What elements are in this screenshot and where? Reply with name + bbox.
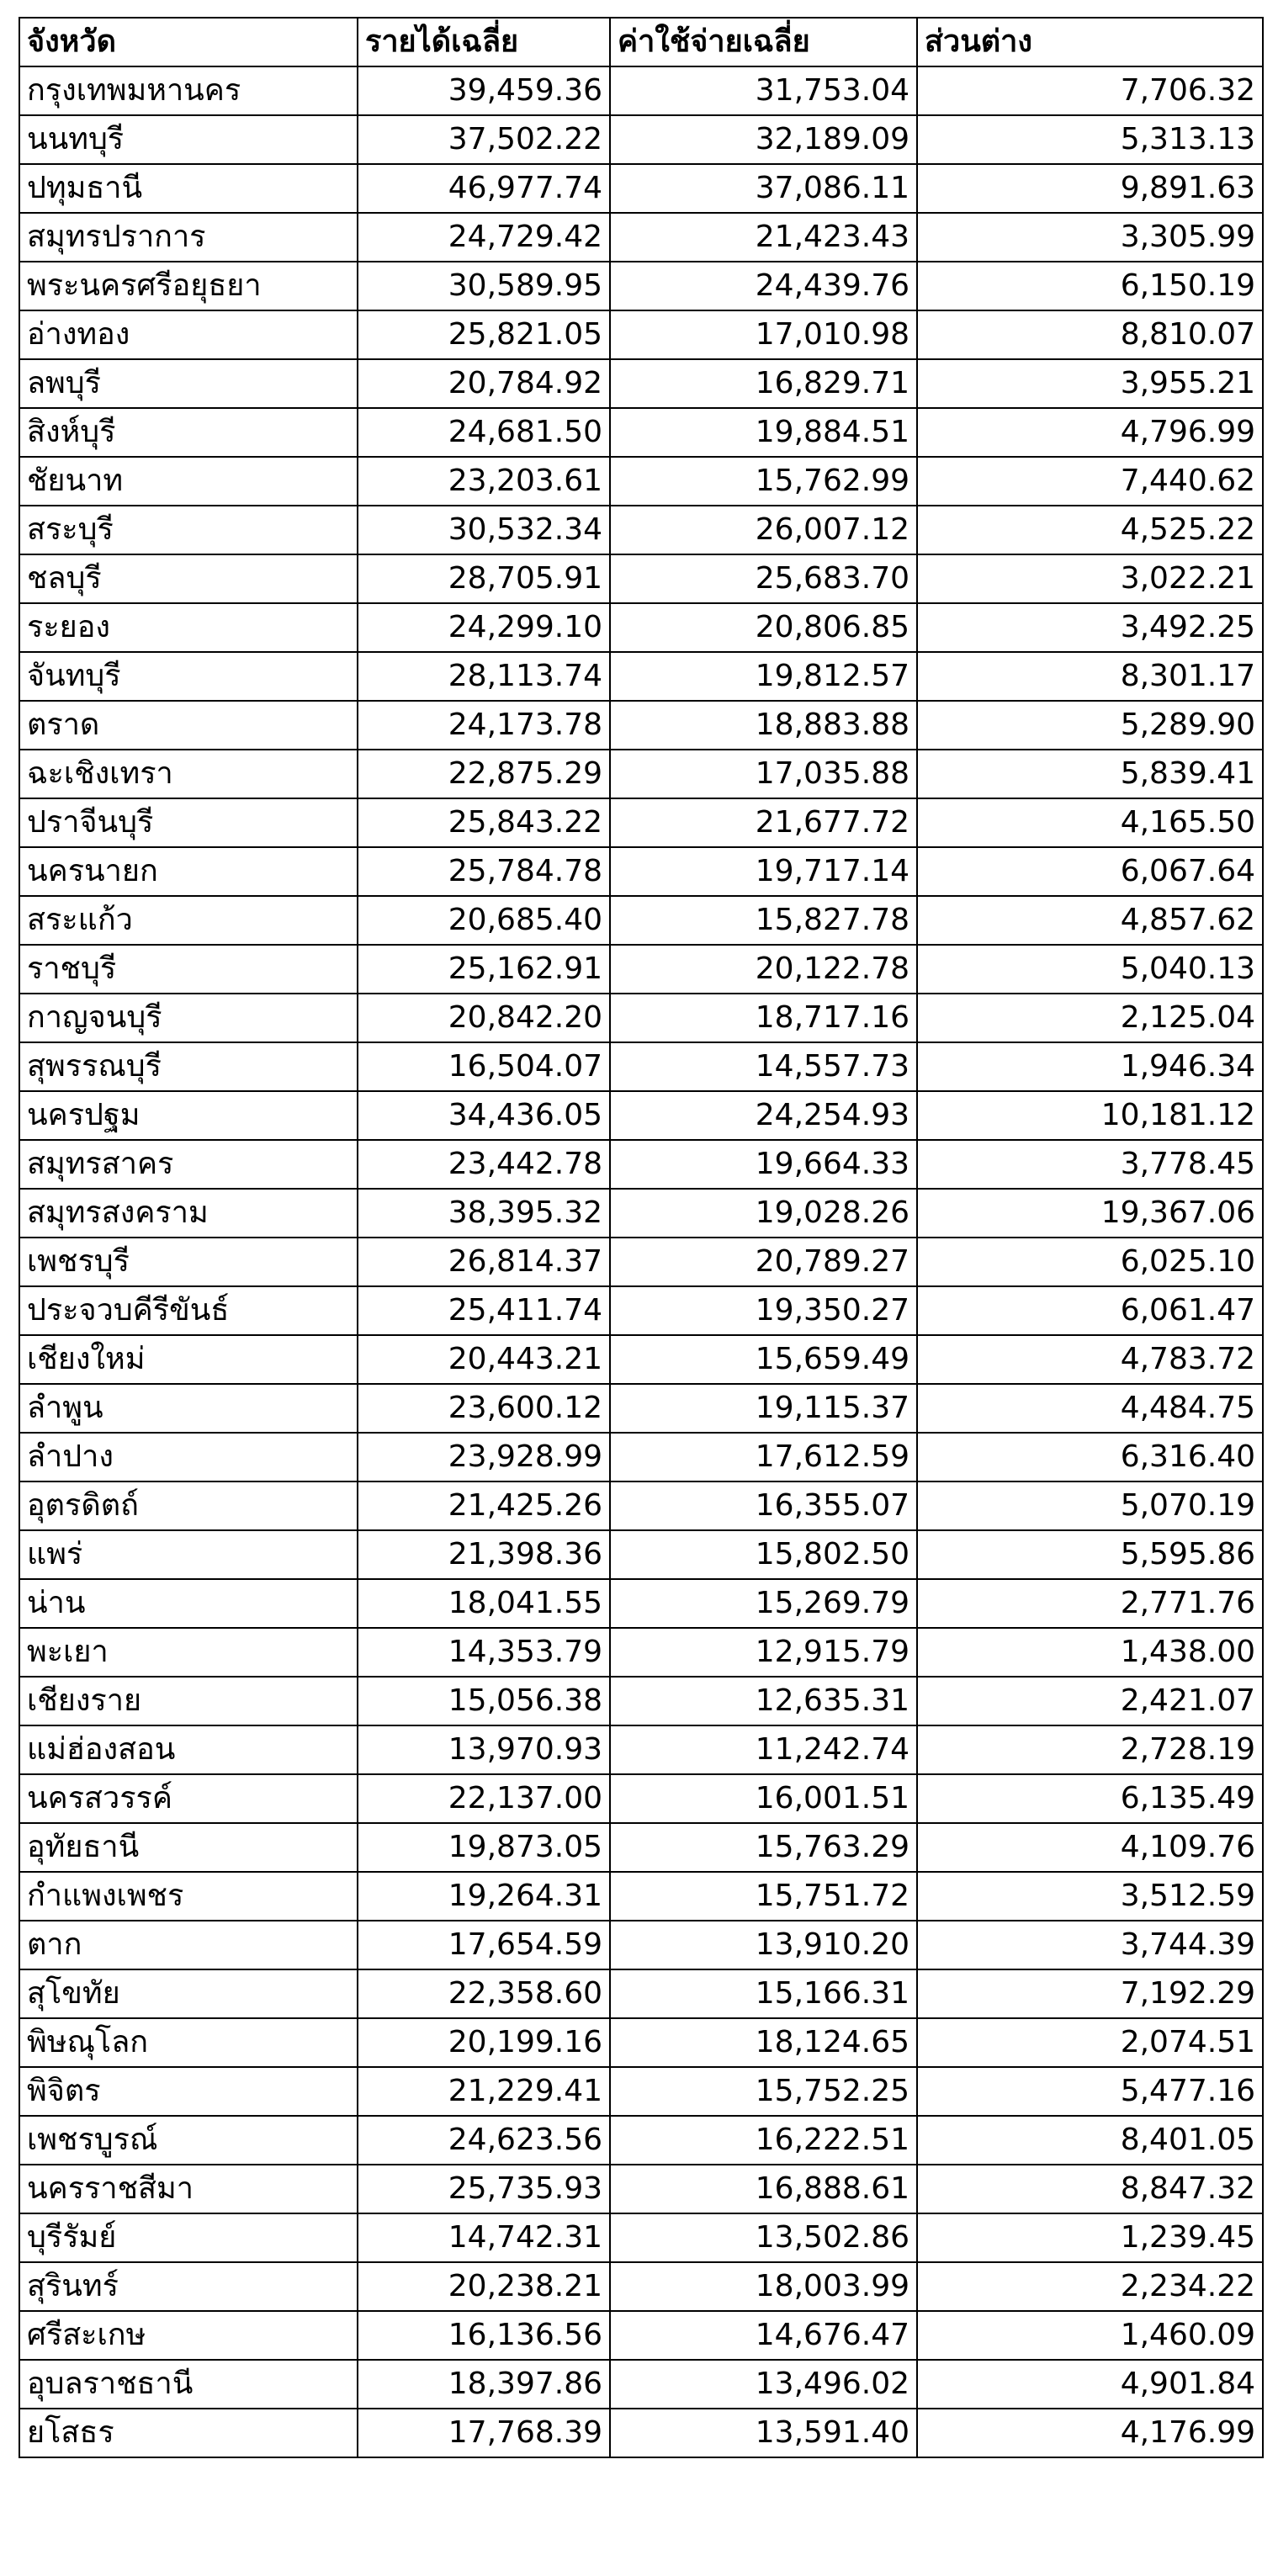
avg-income-cell: 30,589.95 xyxy=(358,262,610,310)
difference-cell: 1,946.34 xyxy=(917,1042,1263,1091)
avg-income-cell: 19,873.05 xyxy=(358,1823,610,1872)
avg-expense-cell: 18,003.99 xyxy=(610,2262,917,2311)
header-row xyxy=(19,18,1263,66)
avg-expense-cell: 14,676.47 xyxy=(610,2311,917,2360)
difference-cell: 1,239.45 xyxy=(917,2213,1263,2262)
avg-income-cell: 21,229.41 xyxy=(358,2067,610,2116)
avg-income-cell: 39,459.36 xyxy=(358,66,610,115)
avg-expense-cell: 31,753.04 xyxy=(610,66,917,115)
province-cell: ปทุมธานี xyxy=(19,164,358,213)
difference-cell: 10,181.12 xyxy=(917,1091,1263,1140)
difference-cell: 5,070.19 xyxy=(917,1481,1263,1530)
table-row xyxy=(19,213,1263,262)
province-cell: ตาก xyxy=(19,1921,358,1969)
province-cell: กำแพงเพชร xyxy=(19,1872,358,1921)
avg-income-cell: 28,705.91 xyxy=(358,554,610,603)
table-row xyxy=(19,554,1263,603)
table-row xyxy=(19,2262,1263,2311)
avg-expense-cell: 15,751.72 xyxy=(610,1872,917,1921)
province-cell: อุทัยธานี xyxy=(19,1823,358,1872)
avg-expense-cell: 15,827.78 xyxy=(610,896,917,945)
province-cell: บุรีรัมย์ xyxy=(19,2213,358,2262)
table-row xyxy=(19,1677,1263,1725)
avg-income-cell: 30,532.34 xyxy=(358,506,610,554)
difference-cell: 5,839.41 xyxy=(917,750,1263,798)
avg-income-cell: 26,814.37 xyxy=(358,1238,610,1286)
table-row xyxy=(19,1530,1263,1579)
table-row xyxy=(19,2311,1263,2360)
avg-expense-cell: 18,124.65 xyxy=(610,2018,917,2067)
avg-expense-cell: 12,915.79 xyxy=(610,1628,917,1677)
province-cell: พระนครศรีอยุธยา xyxy=(19,262,358,310)
table-row xyxy=(19,994,1263,1042)
difference-cell: 3,305.99 xyxy=(917,213,1263,262)
difference-cell: 4,165.50 xyxy=(917,798,1263,847)
difference-cell: 7,440.62 xyxy=(917,457,1263,506)
table-row xyxy=(19,66,1263,115)
difference-cell: 3,955.21 xyxy=(917,359,1263,408)
avg-income-cell: 25,784.78 xyxy=(358,847,610,896)
difference-cell: 3,778.45 xyxy=(917,1140,1263,1189)
province-cell: สิงห์บุรี xyxy=(19,408,358,457)
table-row xyxy=(19,1335,1263,1384)
table-row xyxy=(19,896,1263,945)
avg-income-cell: 25,821.05 xyxy=(358,310,610,359)
avg-income-cell: 21,398.36 xyxy=(358,1530,610,1579)
difference-cell: 5,040.13 xyxy=(917,945,1263,994)
table-row xyxy=(19,1725,1263,1774)
province-cell: ชัยนาท xyxy=(19,457,358,506)
avg-expense-cell: 32,189.09 xyxy=(610,115,917,164)
table-row xyxy=(19,652,1263,701)
avg-income-cell: 25,162.91 xyxy=(358,945,610,994)
difference-cell: 2,728.19 xyxy=(917,1725,1263,1774)
table-row xyxy=(19,164,1263,213)
avg-income-cell: 18,397.86 xyxy=(358,2360,610,2409)
avg-income-cell: 17,768.39 xyxy=(358,2409,610,2457)
difference-cell: 4,796.99 xyxy=(917,408,1263,457)
province-cell: นครสวรรค์ xyxy=(19,1774,358,1823)
province-cell: สมุทรสงคราม xyxy=(19,1189,358,1238)
province-cell: ยโสธร xyxy=(19,2409,358,2457)
avg-expense-cell: 17,035.88 xyxy=(610,750,917,798)
avg-income-cell: 21,425.26 xyxy=(358,1481,610,1530)
province-cell: อ่างทอง xyxy=(19,310,358,359)
avg-income-cell: 22,358.60 xyxy=(358,1969,610,2018)
table-row xyxy=(19,2067,1263,2116)
table-row xyxy=(19,1042,1263,1091)
table-row xyxy=(19,1628,1263,1677)
avg-income-cell: 15,056.38 xyxy=(358,1677,610,1725)
province-cell: ตราด xyxy=(19,701,358,750)
table-row xyxy=(19,1091,1263,1140)
province-cell: พิษณุโลก xyxy=(19,2018,358,2067)
avg-expense-cell: 16,888.61 xyxy=(610,2165,917,2213)
avg-income-cell: 46,977.74 xyxy=(358,164,610,213)
province-cell: นนทบุรี xyxy=(19,115,358,164)
table-row xyxy=(19,1140,1263,1189)
avg-income-cell: 18,041.55 xyxy=(358,1579,610,1628)
avg-expense-cell: 16,355.07 xyxy=(610,1481,917,1530)
province-cell: เพชรบูรณ์ xyxy=(19,2116,358,2165)
avg-expense-cell: 19,028.26 xyxy=(610,1189,917,1238)
avg-expense-cell: 26,007.12 xyxy=(610,506,917,554)
avg-expense-cell: 13,502.86 xyxy=(610,2213,917,2262)
difference-cell: 2,771.76 xyxy=(917,1579,1263,1628)
difference-cell: 6,316.40 xyxy=(917,1433,1263,1481)
table-row xyxy=(19,701,1263,750)
province-cell: นครนายก xyxy=(19,847,358,896)
avg-expense-cell: 15,763.29 xyxy=(610,1823,917,1872)
difference-cell: 8,301.17 xyxy=(917,652,1263,701)
difference-cell: 5,595.86 xyxy=(917,1530,1263,1579)
province-cell: แม่ฮ่องสอน xyxy=(19,1725,358,1774)
table-row xyxy=(19,2213,1263,2262)
avg-expense-cell: 19,350.27 xyxy=(610,1286,917,1335)
avg-expense-cell: 13,910.20 xyxy=(610,1921,917,1969)
table-row xyxy=(19,1286,1263,1335)
avg-income-cell: 23,203.61 xyxy=(358,457,610,506)
table-row xyxy=(19,506,1263,554)
difference-cell: 2,125.04 xyxy=(917,994,1263,1042)
avg-income-cell: 20,842.20 xyxy=(358,994,610,1042)
province-cell: ลพบุรี xyxy=(19,359,358,408)
difference-cell: 2,421.07 xyxy=(917,1677,1263,1725)
difference-cell: 9,891.63 xyxy=(917,164,1263,213)
province-cell: ชลบุรี xyxy=(19,554,358,603)
avg-expense-cell: 24,254.93 xyxy=(610,1091,917,1140)
difference-cell: 1,460.09 xyxy=(917,2311,1263,2360)
province-cell: นครปฐม xyxy=(19,1091,358,1140)
avg-expense-cell: 17,612.59 xyxy=(610,1433,917,1481)
province-cell: ระยอง xyxy=(19,603,358,652)
avg-income-cell: 16,136.56 xyxy=(358,2311,610,2360)
difference-cell: 4,525.22 xyxy=(917,506,1263,554)
avg-expense-cell: 15,752.25 xyxy=(610,2067,917,2116)
table-row xyxy=(19,1481,1263,1530)
table-row xyxy=(19,750,1263,798)
avg-income-cell: 24,681.50 xyxy=(358,408,610,457)
avg-expense-cell: 13,496.02 xyxy=(610,2360,917,2409)
difference-cell: 4,176.99 xyxy=(917,2409,1263,2457)
difference-cell: 7,706.32 xyxy=(917,66,1263,115)
table-row xyxy=(19,1238,1263,1286)
province-cell: กาญจนบุรี xyxy=(19,994,358,1042)
avg-expense-cell: 37,086.11 xyxy=(610,164,917,213)
table-row xyxy=(19,2116,1263,2165)
province-cell: ลำพูน xyxy=(19,1384,358,1433)
province-cell: สมุทรสาคร xyxy=(19,1140,358,1189)
avg-expense-cell: 12,635.31 xyxy=(610,1677,917,1725)
table-row xyxy=(19,603,1263,652)
avg-income-cell: 25,843.22 xyxy=(358,798,610,847)
province-cell: อุตรดิตถ์ xyxy=(19,1481,358,1530)
avg-expense-cell: 21,677.72 xyxy=(610,798,917,847)
difference-cell: 2,234.22 xyxy=(917,2262,1263,2311)
avg-expense-cell: 20,122.78 xyxy=(610,945,917,994)
avg-expense-cell: 15,802.50 xyxy=(610,1530,917,1579)
avg-expense-cell: 19,664.33 xyxy=(610,1140,917,1189)
province-cell: นครราชสีมา xyxy=(19,2165,358,2213)
difference-cell: 4,901.84 xyxy=(917,2360,1263,2409)
avg-income-cell: 19,264.31 xyxy=(358,1872,610,1921)
table-row xyxy=(19,457,1263,506)
avg-income-cell: 37,502.22 xyxy=(358,115,610,164)
avg-income-cell: 20,784.92 xyxy=(358,359,610,408)
difference-cell: 8,810.07 xyxy=(917,310,1263,359)
province-cell: พะเยา xyxy=(19,1628,358,1677)
avg-expense-cell: 15,269.79 xyxy=(610,1579,917,1628)
table-row xyxy=(19,1921,1263,1969)
header-province: จังหวัด xyxy=(19,18,358,66)
table-row xyxy=(19,945,1263,994)
difference-cell: 4,783.72 xyxy=(917,1335,1263,1384)
province-cell: แพร่ xyxy=(19,1530,358,1579)
table-row xyxy=(19,1579,1263,1628)
avg-income-cell: 38,395.32 xyxy=(358,1189,610,1238)
province-cell: พิจิตร xyxy=(19,2067,358,2116)
difference-cell: 5,477.16 xyxy=(917,2067,1263,2116)
province-cell: สระบุรี xyxy=(19,506,358,554)
difference-cell: 3,744.39 xyxy=(917,1921,1263,1969)
difference-cell: 6,061.47 xyxy=(917,1286,1263,1335)
avg-income-cell: 14,742.31 xyxy=(358,2213,610,2262)
avg-income-cell: 28,113.74 xyxy=(358,652,610,701)
province-cell: ราชบุรี xyxy=(19,945,358,994)
province-cell: สุพรรณบุรี xyxy=(19,1042,358,1091)
difference-cell: 2,074.51 xyxy=(917,2018,1263,2067)
avg-expense-cell: 20,806.85 xyxy=(610,603,917,652)
avg-income-cell: 20,199.16 xyxy=(358,2018,610,2067)
avg-income-cell: 13,970.93 xyxy=(358,1725,610,1774)
difference-cell: 19,367.06 xyxy=(917,1189,1263,1238)
province-cell: สุโขทัย xyxy=(19,1969,358,2018)
table-row xyxy=(19,847,1263,896)
avg-expense-cell: 19,884.51 xyxy=(610,408,917,457)
avg-income-cell: 24,623.56 xyxy=(358,2116,610,2165)
avg-expense-cell: 14,557.73 xyxy=(610,1042,917,1091)
difference-cell: 1,438.00 xyxy=(917,1628,1263,1677)
province-income-table xyxy=(19,17,1264,2458)
province-cell: ลำปาง xyxy=(19,1433,358,1481)
avg-income-cell: 24,173.78 xyxy=(358,701,610,750)
avg-expense-cell: 25,683.70 xyxy=(610,554,917,603)
avg-income-cell: 14,353.79 xyxy=(358,1628,610,1677)
table-row xyxy=(19,1433,1263,1481)
table-row xyxy=(19,1969,1263,2018)
province-cell: สมุทรปราการ xyxy=(19,213,358,262)
avg-expense-cell: 13,591.40 xyxy=(610,2409,917,2457)
avg-expense-cell: 21,423.43 xyxy=(610,213,917,262)
avg-expense-cell: 11,242.74 xyxy=(610,1725,917,1774)
province-cell: น่าน xyxy=(19,1579,358,1628)
difference-cell: 4,109.76 xyxy=(917,1823,1263,1872)
table-row xyxy=(19,2360,1263,2409)
province-cell: เพชรบุรี xyxy=(19,1238,358,1286)
avg-income-cell: 20,685.40 xyxy=(358,896,610,945)
header-difference: ส่วนต่าง xyxy=(917,18,1263,66)
table-row xyxy=(19,1823,1263,1872)
avg-expense-cell: 19,717.14 xyxy=(610,847,917,896)
avg-income-cell: 20,238.21 xyxy=(358,2262,610,2311)
avg-expense-cell: 19,115.37 xyxy=(610,1384,917,1433)
province-cell: ประจวบคีรีขันธ์ xyxy=(19,1286,358,1335)
difference-cell: 3,022.21 xyxy=(917,554,1263,603)
difference-cell: 6,135.49 xyxy=(917,1774,1263,1823)
table-row xyxy=(19,1189,1263,1238)
difference-cell: 4,484.75 xyxy=(917,1384,1263,1433)
province-cell: กรุงเทพมหานคร xyxy=(19,66,358,115)
province-cell: สระแก้ว xyxy=(19,896,358,945)
avg-expense-cell: 17,010.98 xyxy=(610,310,917,359)
avg-expense-cell: 24,439.76 xyxy=(610,262,917,310)
table-row xyxy=(19,2409,1263,2457)
avg-income-cell: 23,600.12 xyxy=(358,1384,610,1433)
avg-expense-cell: 18,883.88 xyxy=(610,701,917,750)
avg-expense-cell: 20,789.27 xyxy=(610,1238,917,1286)
avg-expense-cell: 15,659.49 xyxy=(610,1335,917,1384)
province-cell: ศรีสะเกษ xyxy=(19,2311,358,2360)
province-cell: อุบลราชธานี xyxy=(19,2360,358,2409)
avg-income-cell: 23,442.78 xyxy=(358,1140,610,1189)
difference-cell: 6,067.64 xyxy=(917,847,1263,896)
table-row xyxy=(19,310,1263,359)
avg-income-cell: 17,654.59 xyxy=(358,1921,610,1969)
table-row xyxy=(19,408,1263,457)
difference-cell: 5,289.90 xyxy=(917,701,1263,750)
table-row xyxy=(19,115,1263,164)
table-row xyxy=(19,359,1263,408)
avg-income-cell: 34,436.05 xyxy=(358,1091,610,1140)
avg-income-cell: 25,411.74 xyxy=(358,1286,610,1335)
avg-income-cell: 24,729.42 xyxy=(358,213,610,262)
difference-cell: 8,401.05 xyxy=(917,2116,1263,2165)
table-row xyxy=(19,2165,1263,2213)
province-cell: ฉะเชิงเทรา xyxy=(19,750,358,798)
difference-cell: 8,847.32 xyxy=(917,2165,1263,2213)
province-cell: เชียงราย xyxy=(19,1677,358,1725)
province-cell: จันทบุรี xyxy=(19,652,358,701)
difference-cell: 7,192.29 xyxy=(917,1969,1263,2018)
avg-income-cell: 22,875.29 xyxy=(358,750,610,798)
difference-cell: 5,313.13 xyxy=(917,115,1263,164)
avg-expense-cell: 15,762.99 xyxy=(610,457,917,506)
avg-income-cell: 25,735.93 xyxy=(358,2165,610,2213)
province-cell: ปราจีนบุรี xyxy=(19,798,358,847)
avg-expense-cell: 16,001.51 xyxy=(610,1774,917,1823)
table-row xyxy=(19,2018,1263,2067)
province-cell: เชียงใหม่ xyxy=(19,1335,358,1384)
table-row xyxy=(19,262,1263,310)
province-cell: สุรินทร์ xyxy=(19,2262,358,2311)
table-row xyxy=(19,1872,1263,1921)
table-body xyxy=(19,66,1263,2457)
table-row xyxy=(19,1774,1263,1823)
avg-expense-cell: 16,222.51 xyxy=(610,2116,917,2165)
table-row xyxy=(19,798,1263,847)
difference-cell: 3,492.25 xyxy=(917,603,1263,652)
difference-cell: 4,857.62 xyxy=(917,896,1263,945)
avg-expense-cell: 19,812.57 xyxy=(610,652,917,701)
avg-expense-cell: 15,166.31 xyxy=(610,1969,917,2018)
difference-cell: 3,512.59 xyxy=(917,1872,1263,1921)
avg-income-cell: 16,504.07 xyxy=(358,1042,610,1091)
avg-expense-cell: 16,829.71 xyxy=(610,359,917,408)
difference-cell: 6,150.19 xyxy=(917,262,1263,310)
difference-cell: 6,025.10 xyxy=(917,1238,1263,1286)
header-avg-income: รายได้เฉลี่ย xyxy=(358,18,610,66)
header-avg-expense: ค่าใช้จ่ายเฉลี่ย xyxy=(610,18,917,66)
table-row xyxy=(19,1384,1263,1433)
avg-income-cell: 24,299.10 xyxy=(358,603,610,652)
avg-income-cell: 23,928.99 xyxy=(358,1433,610,1481)
avg-income-cell: 20,443.21 xyxy=(358,1335,610,1384)
avg-income-cell: 22,137.00 xyxy=(358,1774,610,1823)
avg-expense-cell: 18,717.16 xyxy=(610,994,917,1042)
